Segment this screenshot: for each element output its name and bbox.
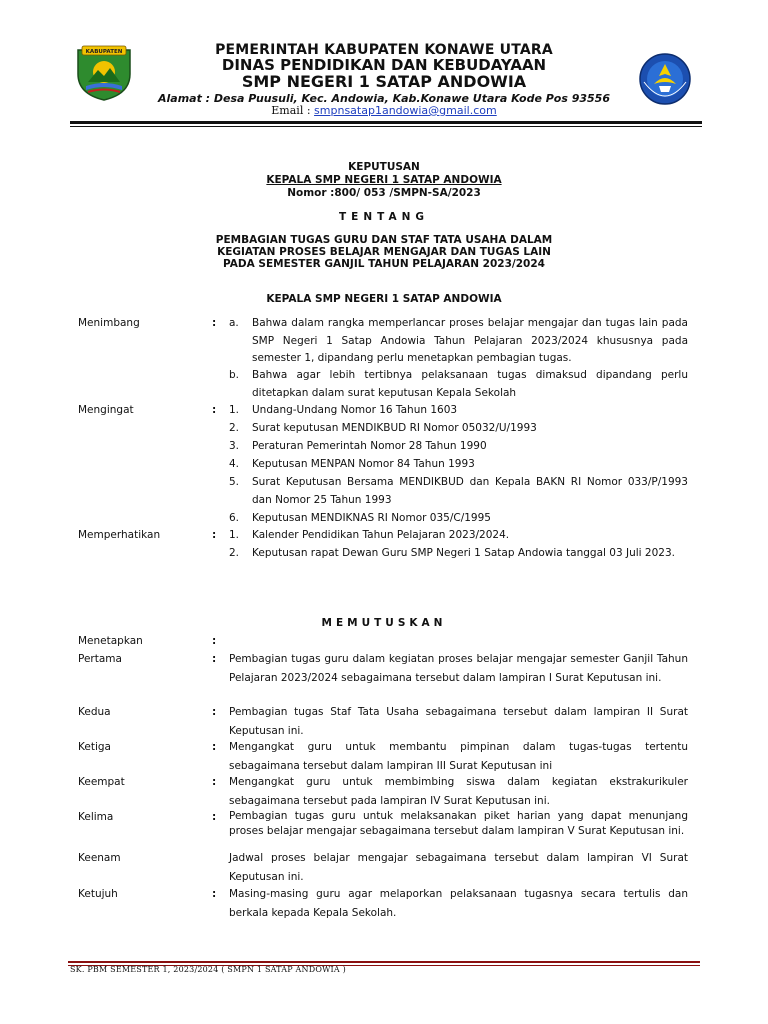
mengingat-item-1: Undang-Undang Nomor 16 Tahun 1603 <box>252 404 458 416</box>
memperhatikan-label: Memperhatikan <box>78 529 161 541</box>
mengingat-item-3: Peraturan Pemerintah Nomor 28 Tahun 1990 <box>252 440 487 452</box>
email-label: Email : <box>271 104 311 117</box>
mengingat-num-1: 1. <box>229 404 240 416</box>
mengingat-item-4: Keputusan MENPAN Nomor 84 Tahun 1993 <box>252 458 475 470</box>
mengingat-num-6: 6. <box>229 512 240 524</box>
decision-label-menetapkan: Menetapkan <box>78 635 143 647</box>
header-address: Alamat : Desa Puusuli, Kec. Andowia, Kab.Konawe Utara Kode Pos 93556 <box>158 92 610 105</box>
doc-title-kepala-text: KEPALA SMP NEGERI 1 SATAP ANDOWIA <box>266 174 502 186</box>
decision-label-keenam: Keenam <box>78 852 121 864</box>
decision-label-kedua: Kedua <box>78 706 111 718</box>
decision-label-kelima: Kelima <box>78 811 114 823</box>
decision-text-ketujuh: Masing-masing guru agar melaporkan pelaksanaan tugasnya secara tertulis dan berkala kepada Kepala Sekolah. <box>229 888 688 919</box>
decision-colon-ketiga: : <box>212 741 217 753</box>
decision-label-ketujuh: Ketujuh <box>78 888 118 900</box>
memutuskan-heading: MEMUTUSKAN <box>321 617 447 629</box>
mengingat-item-6: Keputusan MENDIKNAS RI Nomor 035/C/1995 <box>252 512 491 524</box>
header-government-line: PEMERINTAH KABUPATEN KONAWE UTARA <box>215 42 553 58</box>
doc-tentang: TENTANG <box>338 211 429 223</box>
decision-text-kedua: Pembagian tugas Staf Tata Usaha sebagaimana tersebut dalam lampiran II Surat Keputusan ini. <box>229 706 688 737</box>
doc-title-keputusan: KEPUTUSAN <box>348 161 420 173</box>
decision-colon-keempat: : <box>212 776 217 788</box>
doc-topic-line-2: KEGIATAN PROSES BELAJAR MENGAJAR DAN TUGAS LAIN <box>217 246 551 258</box>
memperhatikan-colon: : <box>212 529 217 541</box>
mengingat-num-5: 5. <box>229 476 240 488</box>
decision-text-ketiga: Mengangkat guru untuk membantu pimpinan dalam tugas-tugas tertentu sebagaimana tersebut dalam lampiran III Surat Keputusan ini <box>229 741 688 772</box>
header-email <box>0 104 768 117</box>
header-divider-thick <box>70 121 702 124</box>
menimbang-item-a: Bahwa dalam rangka memperlancar proses belajar mengajar dan tugas lain pada SMP Negeri 1 Satap Andowia Tahun Pelajaran 2023/2024 khususnya pada semester 1, dipandang perlu menetapkan pembagian tugas. <box>252 317 688 364</box>
memperhatikan-num-1: 1. <box>229 529 240 541</box>
doc-topic-line-1: PEMBAGIAN TUGAS GURU DAN STAF TATA USAHA DALAM <box>215 234 553 246</box>
decision-text-kelima: Pembagian tugas guru untuk melaksanakan piket harian yang dapat menunjang proses belajar mengajar sebagaimana tersebut dalam lampiran V Surat Keputusan ini. <box>229 810 688 837</box>
mengingat-item-2: Surat keputusan MENDIKBUD RI Nomor 05032/U/1993 <box>252 422 537 434</box>
decision-colon-ketujuh: : <box>212 888 217 900</box>
svg-text:KABUPATEN: KABUPATEN <box>85 49 123 55</box>
mengingat-num-4: 4. <box>229 458 240 470</box>
doc-number: Nomor :800/ 053 /SMPN-SA/2023 <box>287 187 481 199</box>
decision-colon-kelima: : <box>212 811 217 823</box>
memperhatikan-item-2: Keputusan rapat Dewan Guru SMP Negeri 1 Satap Andowia tanggal 03 Juli 2023. <box>252 547 675 559</box>
menimbang-num-b: b. <box>229 369 240 381</box>
menimbang-colon: : <box>212 317 217 329</box>
decision-text-pertama: Pembagian tugas guru dalam kegiatan proses belajar mengajar semester Ganjil Tahun Pelajaran 2023/2024 sebagaimana tersebut dalam lampiran I Surat Keputusan ini. <box>229 653 688 684</box>
doc-topic-line-3: PADA SEMESTER GANJIL TAHUN PELAJARAN 2023/2024 <box>223 258 545 270</box>
decision-label-pertama: Pertama <box>78 653 122 665</box>
menimbang-num-a: a. <box>229 317 239 329</box>
footer-reference: SK. PBM SEMESTER 1, 2023/2024 ( SMPN 1 SATAP ANDOWIA ) <box>70 965 346 974</box>
decision-label-keempat: Keempat <box>78 776 125 788</box>
header-school-name: SMP NEGERI 1 SATAP ANDOWIA <box>241 72 527 91</box>
decision-text-keempat: Mengangkat guru untuk membimbing siswa dalam kegiatan ekstrakurikuler sebagaimana tersebut pada lampiran IV Surat Keputusan ini. <box>229 776 688 807</box>
menimbang-label: Menimbang <box>78 317 140 329</box>
decision-label-ketiga: Ketiga <box>78 741 111 753</box>
header-divider-thin <box>70 126 702 127</box>
header-department-line: DINAS PENDIDIKAN DAN KEBUDAYAAN <box>221 56 547 74</box>
menimbang-item-b: Bahwa agar lebih tertibnya pelaksanaan tugas dimaksud dipandang perlu ditetapkan dalam surat keputusan Kepala Sekolah <box>252 369 688 399</box>
mengingat-label: Mengingat <box>78 404 134 416</box>
mengingat-colon: : <box>212 404 217 416</box>
doc-kepala-heading: KEPALA SMP NEGERI 1 SATAP ANDOWIA <box>266 293 502 305</box>
footer-divider-thick <box>68 961 700 963</box>
decision-text-keenam: Jadwal proses belajar mengajar sebagaimana tersebut dalam lampiran VI Surat Keputusan ini. <box>229 852 688 883</box>
decision-colon-kedua: : <box>212 706 217 718</box>
decision-colon-menetapkan: : <box>212 635 217 647</box>
mengingat-num-3: 3. <box>229 440 240 452</box>
mengingat-num-2: 2. <box>229 422 240 434</box>
doc-title-kepala <box>0 174 768 186</box>
decision-colon-pertama: : <box>212 653 217 665</box>
mengingat-item-5: Surat Keputusan Bersama MENDIKBUD dan Kepala BAKN RI Nomor 033/P/1993 dan Nomor 25 Tahun 1993 <box>252 476 688 506</box>
email-link[interactable]: smpnsatap1andowia@gmail.com <box>314 104 497 117</box>
memperhatikan-num-2: 2. <box>229 547 240 559</box>
memperhatikan-item-1: Kalender Pendidikan Tahun Pelajaran 2023/2024. <box>252 529 510 541</box>
